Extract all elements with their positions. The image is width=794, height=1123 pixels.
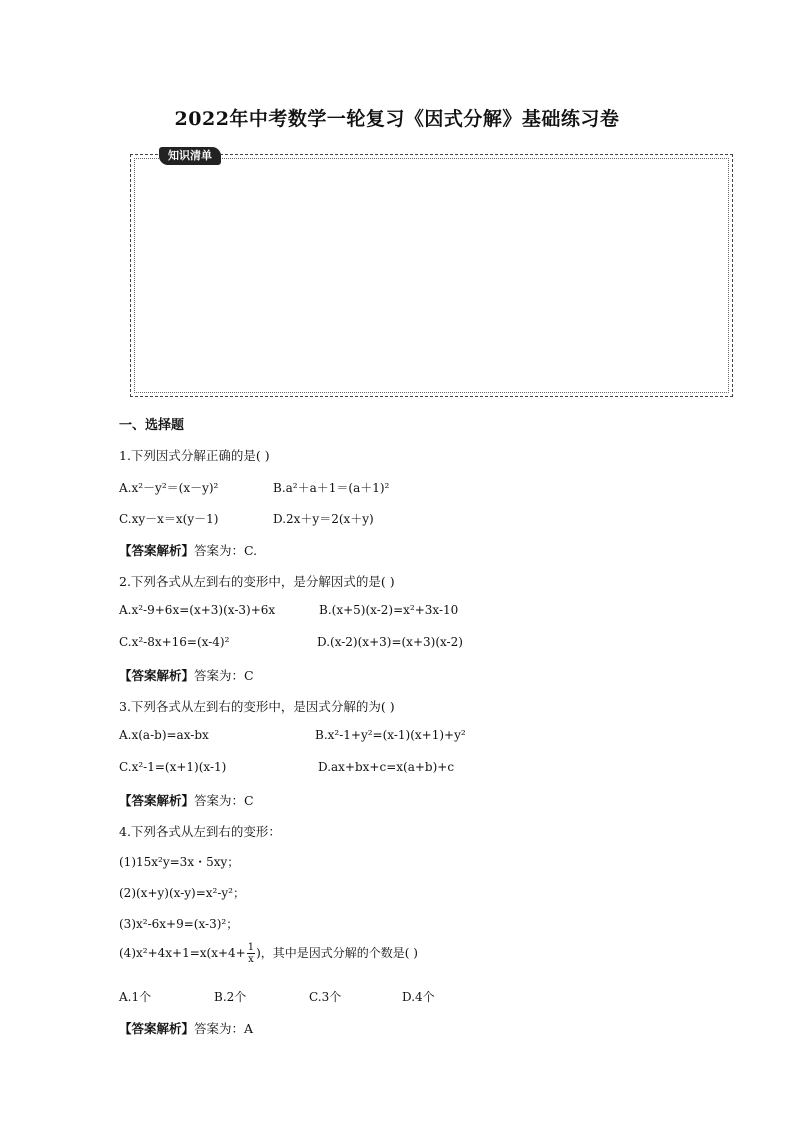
q3-answer [119, 791, 254, 809]
q4-item-3: (3)x²-6x+9=(x-3)²； [119, 917, 239, 931]
q2-option-a: A.x²-9+6x=(x+3)(x-3)+6x [119, 603, 276, 617]
q4-answer-text: 答案为：A [194, 1021, 254, 1036]
q4-stem: 4.下列各式从左到右的变形： [119, 824, 281, 839]
q3-stem: 3.下列各式从左到右的变形中，是因式分解的为( ) [119, 699, 395, 714]
answer-label: 【答案解析】 [119, 793, 195, 808]
q2-stem: 2.下列各式从左到右的变形中，是分解因式的是( ) [119, 574, 395, 589]
knowledge-box [130, 149, 733, 397]
q4-option-b: B.2个 [214, 990, 247, 1004]
answer-label: 【答案解析】 [119, 543, 195, 558]
q4-item-4-suffix: )，其中是因式分解的个数是( ) [256, 946, 418, 960]
q2-answer [119, 666, 254, 684]
q4-option-d: D.4个 [402, 990, 435, 1004]
section-heading: 一、选择题 [119, 418, 185, 433]
q1-answer [119, 541, 257, 559]
q3-option-a: A.x(a-b)=ax-bx [119, 728, 209, 742]
q4-answer [119, 1019, 253, 1037]
fraction-denominator: x [248, 954, 254, 965]
q4-item-1: (1)15x²y=3x・5xy； [119, 855, 240, 869]
fraction-numerator: 1 [247, 942, 255, 953]
fraction [247, 942, 255, 965]
q2-option-c: C.x²-8x+16=(x-4)² [119, 635, 230, 649]
q1-option-c: C.xy－x＝x(y－1) [119, 512, 219, 526]
q1-option-b: B.a²＋a＋1＝(a＋1)² [273, 481, 390, 495]
knowledge-box-inner-border [134, 158, 729, 393]
q4-option-a: A.1个 [119, 990, 152, 1004]
q2-answer-text: 答案为：C [194, 668, 254, 683]
knowledge-tag: 知识清单 [159, 147, 221, 165]
q4-item-2: (2)(x+y)(x-y)=x²-y²； [119, 886, 245, 900]
q3-option-c: C.x²-1=(x+1)(x-1) [119, 760, 227, 774]
answer-label: 【答案解析】 [119, 668, 195, 683]
answer-label: 【答案解析】 [119, 1021, 195, 1036]
page-title: 2022年中考数学一轮复习《因式分解》基础练习卷 [174, 108, 620, 130]
q3-option-d: D.ax+bx+c=x(a+b)+c [318, 760, 455, 774]
q4-option-c: C.3个 [309, 990, 342, 1004]
q4-item-4-prefix: (4)x²+4x+1=x(x+4+ [119, 946, 246, 960]
q4-item-4 [119, 942, 418, 965]
q3-answer-text: 答案为：C [194, 793, 254, 808]
q1-stem: 1.下列因式分解正确的是( ) [119, 448, 270, 463]
q3-option-b: B.x²-1+y²=(x-1)(x+1)+y² [315, 728, 466, 742]
q2-option-b: B.(x+5)(x-2)=x²+3x-10 [319, 603, 459, 617]
q1-option-d: D.2x＋y＝2(x＋y) [273, 512, 374, 526]
q1-option-a: A.x²－y²＝(x－y)² [119, 481, 219, 495]
q2-option-d: D.(x-2)(x+3)=(x+3)(x-2) [317, 635, 463, 649]
q1-answer-text: 答案为：C. [194, 543, 258, 558]
